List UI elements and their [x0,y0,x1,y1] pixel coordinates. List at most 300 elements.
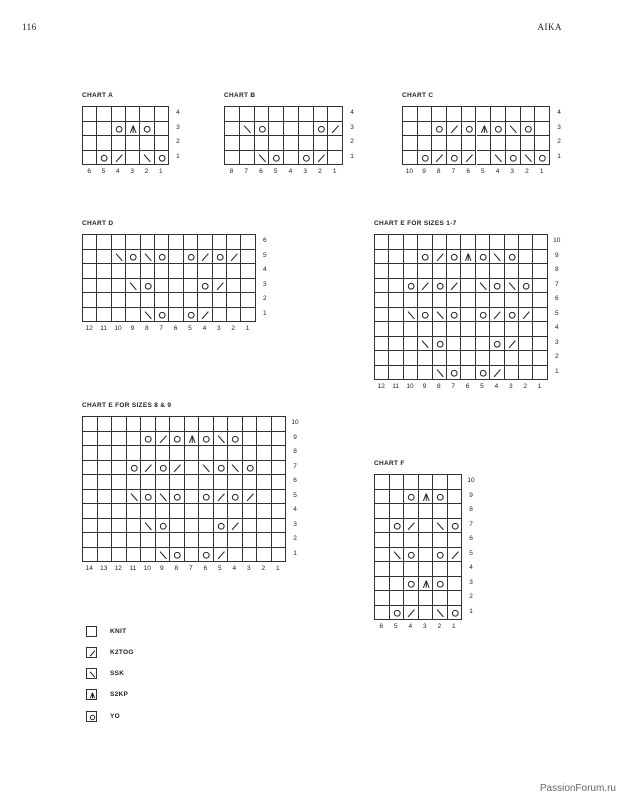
stitch-ssk-icon [255,151,270,166]
stitch-knit-icon [533,264,547,279]
stitch-knit-icon [299,107,314,122]
stitch-s2kp-icon [126,122,140,137]
stitch-yo-icon [476,308,490,323]
stitch-yo-icon [141,279,155,294]
stitch-knit-icon [433,504,448,519]
stitch-knit-icon [141,504,156,519]
stitch-knit-icon [83,432,98,447]
stitch-knit-icon [433,351,447,366]
stitch-yo-icon [155,308,169,323]
legend-label: S2KP [110,691,129,698]
stitch-knit-icon [155,136,169,151]
column-number: 3 [422,623,427,630]
stitch-knit-icon [214,417,229,432]
stitch-yo-icon [141,432,156,447]
stitch-knit-icon [199,475,214,490]
stitch-knit-icon [141,446,156,461]
row-number: 5 [262,251,267,259]
stitch-knit-icon [127,446,142,461]
column-number: 1 [275,565,280,572]
stitch-k2tog-icon [505,337,519,352]
stitch-k2tog-icon [433,250,447,265]
stitch-knit-icon [272,548,287,563]
column-number: 4 [495,168,500,175]
stitch-knit-icon [243,533,258,548]
stitch-knit-icon [328,107,343,122]
stitch-knit-icon [141,548,156,563]
column-number: 2 [261,565,266,572]
stitch-knit-icon [257,548,272,563]
stitch-knit-icon [521,107,536,122]
stitch-knit-icon [272,417,287,432]
stitch-knit-icon [169,308,183,323]
stitch-knit-icon [112,504,127,519]
stitch-knit-icon [170,519,185,534]
stitch-yo-icon [228,432,243,447]
stitch-knit-icon [241,279,255,294]
stitch-ssk-icon [141,250,155,265]
stitch-knit-icon [225,122,240,137]
column-number: 10 [406,383,414,390]
stitch-knit-icon [447,136,462,151]
stitch-k2tog-icon [519,308,533,323]
stitch-knit-icon [213,293,227,308]
stitch-ssk-icon [140,151,154,166]
chart-grid [224,106,343,165]
stitch-knit-icon [199,519,214,534]
stitch-knit-icon [198,293,212,308]
stitch-knit-icon [419,606,434,621]
stitch-knit-icon [83,519,98,534]
column-number: 3 [246,565,251,572]
column-number: 2 [318,168,322,175]
row-number: 4 [554,324,559,331]
stitch-knit-icon [535,122,550,137]
row-number: 8 [554,266,559,273]
stitch-knit-icon [519,250,533,265]
row-number: 4 [557,109,561,116]
stitch-ssk-icon [433,308,447,323]
stitch-knit-icon [404,366,418,381]
stitch-knit-icon [447,351,461,366]
stitch-knit-icon [477,107,492,122]
stitch-knit-icon [299,136,314,151]
row-number: 7 [293,462,297,470]
row-number: 2 [293,535,297,542]
row-number: 1 [350,152,354,160]
stitch-knit-icon [535,107,550,122]
stitch-knit-icon [170,475,185,490]
stitch-knit-icon [243,548,258,563]
stitch-knit-icon [505,351,519,366]
stitch-knit-icon [243,446,258,461]
stitch-knit-icon [112,293,126,308]
stitch-knit-icon [272,490,287,505]
stitch-knit-icon [314,107,329,122]
stitch-ssk-icon [126,279,140,294]
stitch-ssk-icon [127,490,142,505]
stitch-knit-icon [227,235,241,250]
stitch-knit-icon [404,475,419,490]
stitch-k2tog-icon [141,461,156,476]
stitch-knit-icon [404,235,418,250]
stitch-knit-icon [240,151,255,166]
stitch-knit-icon [83,417,98,432]
stitch-knit-icon [476,322,490,337]
column-number: 12 [114,565,122,572]
stitch-knit-icon [141,264,155,279]
column-number: 5 [188,325,192,332]
stitch-knit-icon [227,279,241,294]
stitch-knit-icon [83,461,98,476]
stitch-knit-icon [448,490,463,505]
stitch-knit-icon [490,322,504,337]
stitch-knit-icon [506,136,521,151]
stitch-knit-icon [461,293,475,308]
chart-title: CHART F [374,460,405,467]
stitch-yo-icon [418,151,433,166]
stitch-knit-icon [448,591,463,606]
stitch-knit-icon [228,533,243,548]
stitch-knit-icon [461,279,475,294]
column-number: 11 [129,565,137,572]
stitch-knit-icon [389,351,403,366]
row-number: 1 [262,309,267,317]
stitch-knit-icon [419,519,434,534]
stitch-knit-icon [126,107,140,122]
stitch-knit-icon [272,432,287,447]
stitch-knit-icon [185,475,200,490]
column-number: 6 [173,325,178,332]
stitch-knit-icon [241,293,255,308]
stitch-knit-icon [403,122,418,137]
stitch-k2tog-icon [448,548,463,563]
stitch-yo-icon [521,122,536,137]
stitch-knit-icon [447,322,461,337]
stitch-knit-icon [272,504,287,519]
stitch-knit-icon [184,235,198,250]
stitch-knit-icon [83,122,97,137]
yo-icon [86,711,97,722]
stitch-knit-icon [228,446,243,461]
stitch-knit-icon [447,264,461,279]
stitch-yo-icon [505,250,519,265]
stitch-knit-icon [461,235,475,250]
stitch-yo-icon [184,250,198,265]
row-number: 3 [262,280,267,288]
stitch-knit-icon [418,235,432,250]
stitch-knit-icon [461,322,475,337]
stitch-knit-icon [257,446,272,461]
stitch-knit-icon [505,235,519,250]
stitch-ssk-icon [521,151,536,166]
stitch-yo-icon [170,432,185,447]
stitch-knit-icon [418,264,432,279]
stitch-knit-icon [461,366,475,381]
stitch-knit-icon [419,548,434,563]
column-number: 8 [436,168,441,175]
page-number: 116 [22,22,37,32]
column-number: 9 [130,325,135,332]
stitch-knit-icon [491,136,506,151]
row-number: 6 [262,237,267,244]
stitch-knit-icon [185,490,200,505]
stitch-knit-icon [97,250,111,265]
stitch-knit-icon [184,264,198,279]
stitch-knit-icon [156,504,171,519]
stitch-knit-icon [228,504,243,519]
stitch-k2tog-icon [404,606,419,621]
column-number: 1 [245,325,250,332]
stitch-knit-icon [126,235,140,250]
row-number: 5 [293,491,297,499]
stitch-knit-icon [243,519,258,534]
stitch-knit-icon [228,475,243,490]
row-number: 9 [469,491,473,499]
stitch-knit-icon [375,322,389,337]
stitch-knit-icon [476,235,490,250]
column-number: 5 [480,383,484,390]
row-number: 2 [350,138,354,145]
stitch-yo-icon [155,151,169,166]
stitch-knit-icon [533,308,547,323]
stitch-knit-icon [418,293,432,308]
stitch-knit-icon [519,366,533,381]
row-number: 6 [293,477,297,484]
column-number: 8 [174,565,179,572]
stitch-knit-icon [97,107,111,122]
stitch-knit-icon [284,151,299,166]
stitch-yo-icon [213,250,227,265]
column-number: 6 [465,383,470,390]
stitch-knit-icon [169,264,183,279]
row-number: 10 [291,419,299,426]
stitch-knit-icon [519,322,533,337]
stitch-yo-icon [390,606,405,621]
stitch-knit-icon [97,293,111,308]
stitch-knit-icon [419,562,434,577]
stitch-knit-icon [375,606,390,621]
stitch-knit-icon [490,293,504,308]
stitch-k2tog-icon [314,151,329,166]
stitch-yo-icon [447,366,461,381]
stitch-knit-icon [533,322,547,337]
column-number: 9 [422,168,426,175]
stitch-k2tog-icon [228,519,243,534]
stitch-knit-icon [185,519,200,534]
stitch-knit-icon [519,293,533,308]
stitch-yo-icon [432,122,447,137]
stitch-knit-icon [519,337,533,352]
row-number: 5 [554,309,559,317]
stitch-knit-icon [255,107,270,122]
stitch-knit-icon [269,122,284,137]
stitch-knit-icon [169,235,183,250]
stitch-knit-icon [505,293,519,308]
stitch-knit-icon [83,504,98,519]
stitch-knit-icon [112,533,127,548]
row-number: 7 [469,520,473,528]
row-number: 3 [176,123,180,131]
row-number: 6 [469,535,473,542]
stitch-knit-icon [418,136,433,151]
stitch-knit-icon [390,591,405,606]
stitch-knit-icon [505,322,519,337]
stitch-knit-icon [112,107,126,122]
stitch-knit-icon [272,475,287,490]
stitch-knit-icon [269,136,284,151]
stitch-knit-icon [213,264,227,279]
stitch-knit-icon [284,122,299,137]
column-number: 7 [244,168,248,175]
stitch-knit-icon [83,279,97,294]
stitch-yo-icon [127,461,142,476]
stitch-knit-icon [112,548,127,563]
column-number: 4 [202,325,207,332]
stitch-s2kp-icon [419,577,434,592]
column-number: 3 [130,168,134,175]
stitch-s2kp-icon [477,122,492,137]
stitch-knit-icon [199,504,214,519]
stitch-yo-icon [490,279,504,294]
stitch-knit-icon [156,533,171,548]
stitch-yo-icon [433,577,448,592]
stitch-yo-icon [184,308,198,323]
ssk-icon [86,668,97,679]
stitch-knit-icon [461,308,475,323]
stitch-knit-icon [98,490,113,505]
stitch-knit-icon [213,235,227,250]
stitch-knit-icon [241,264,255,279]
stitch-knit-icon [447,337,461,352]
stitch-ssk-icon [433,606,448,621]
stitch-knit-icon [112,279,126,294]
stitch-knit-icon [404,504,419,519]
stitch-knit-icon [533,235,547,250]
stitch-knit-icon [240,136,255,151]
stitch-knit-icon [272,446,287,461]
stitch-knit-icon [169,250,183,265]
stitch-yo-icon [448,519,463,534]
stitch-k2tog-icon [418,279,432,294]
stitch-knit-icon [199,533,214,548]
stitch-ssk-icon [476,279,490,294]
stitch-knit-icon [243,475,258,490]
stitch-knit-icon [141,293,155,308]
stitch-knit-icon [462,107,477,122]
stitch-knit-icon [404,351,418,366]
stitch-ssk-icon [506,122,521,137]
stitch-yo-icon [156,461,171,476]
stitch-knit-icon [519,351,533,366]
stitch-knit-icon [433,562,448,577]
stitch-knit-icon [375,533,390,548]
stitch-knit-icon [112,432,127,447]
column-number: 2 [525,168,529,175]
stitch-knit-icon [257,417,272,432]
stitch-k2tog-icon [213,279,227,294]
stitch-knit-icon [155,279,169,294]
stitch-knit-icon [228,548,243,563]
stitch-k2tog-icon [490,366,504,381]
column-number: 7 [451,168,456,175]
column-number: 5 [393,623,398,630]
stitch-yo-icon [199,548,214,563]
stitch-yo-icon [519,279,533,294]
row-number: 1 [554,367,559,375]
stitch-knit-icon [241,250,255,265]
stitch-knit-icon [240,107,255,122]
stitch-knit-icon [155,235,169,250]
stitch-yo-icon [140,122,154,137]
chart-title: CHART B [224,92,256,99]
stitch-yo-icon [433,279,447,294]
stitch-knit-icon [243,417,258,432]
stitch-knit-icon [225,136,240,151]
stitch-knit-icon [257,504,272,519]
stitch-k2tog-icon [447,279,461,294]
stitch-knit-icon [170,417,185,432]
stitch-knit-icon [98,504,113,519]
stitch-knit-icon [169,279,183,294]
stitch-knit-icon [225,151,240,166]
stitch-knit-icon [284,107,299,122]
column-number: 6 [203,565,208,572]
row-number: 9 [293,433,297,441]
stitch-knit-icon [126,264,140,279]
knit-icon [86,626,97,637]
stitch-knit-icon [476,293,490,308]
stitch-knit-icon [83,107,97,122]
stitch-knit-icon [375,279,389,294]
stitch-ssk-icon [112,250,126,265]
row-number: 9 [554,251,559,259]
stitch-knit-icon [375,562,390,577]
stitch-knit-icon [126,293,140,308]
stitch-knit-icon [214,504,229,519]
stitch-knit-icon [390,577,405,592]
stitch-knit-icon [257,533,272,548]
stitch-yo-icon [447,308,461,323]
column-number: 14 [85,565,93,572]
column-number: 1 [158,168,163,175]
stitch-knit-icon [127,432,142,447]
stitch-knit-icon [533,366,547,381]
legend-label: K2TOG [110,649,134,656]
stitch-knit-icon [83,151,97,166]
stitch-knit-icon [328,151,343,166]
stitch-ssk-icon [156,548,171,563]
row-number: 7 [554,280,559,288]
stitch-knit-icon [112,136,126,151]
stitch-knit-icon [390,504,405,519]
stitch-knit-icon [389,279,403,294]
column-number: 7 [451,383,455,390]
stitch-yo-icon [214,519,229,534]
stitch-knit-icon [490,351,504,366]
chart-title: CHART E FOR SIZES 8 & 9 [82,402,172,409]
stitch-knit-icon [83,548,98,563]
stitch-yo-icon [462,122,477,137]
stitch-s2kp-icon [185,432,200,447]
stitch-yo-icon [448,606,463,621]
stitch-knit-icon [519,235,533,250]
stitch-knit-icon [170,446,185,461]
stitch-knit-icon [156,417,171,432]
stitch-knit-icon [112,264,126,279]
stitch-knit-icon [418,322,432,337]
stitch-knit-icon [461,351,475,366]
